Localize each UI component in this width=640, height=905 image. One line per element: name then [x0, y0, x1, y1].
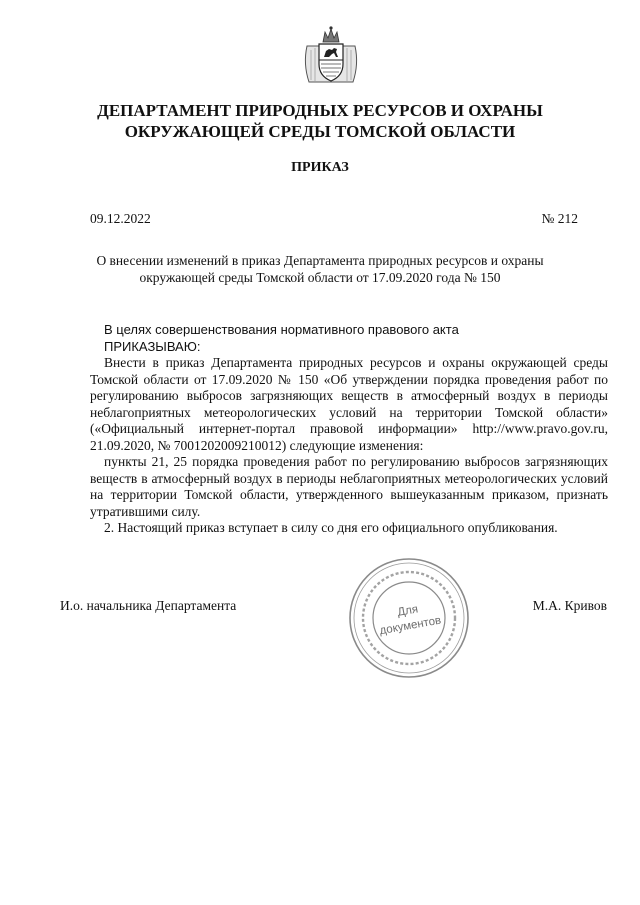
- order-subject-line-1: О внесении изменений в приказ Департамента природных ресурсов и охраны: [96, 253, 544, 268]
- order-subject: [60, 252, 580, 286]
- order-word: ПРИКАЗЫВАЮ:: [104, 338, 201, 354]
- stamp-center-line-2: документов: [378, 614, 443, 638]
- item-1-text: Внести в приказ Департамента природных ресурсов и охраны окружающей среды Томской области от 17.09.2020 № 150 «Об утверждении порядка проведения работ по регулированию выбросов загрязняющих веществ в атмосферный воздух в периоды неблагоприятных метеорологических условий на территории Томской области» («Официальный интернет-портал правовой информации» http://www.pravo.gov.ru, 21.09.2020, № 7001202009210012) следующие изменения:: [90, 355, 608, 453]
- order-subject-line-2: окружающей среды Томской области от 17.09.2020 года № 150: [139, 270, 501, 285]
- official-stamp: [348, 557, 470, 679]
- item-2-text: 2. Настоящий приказ вступает в силу со дня его официального опубликования.: [104, 520, 558, 535]
- document-type-title: ПРИКАЗ: [291, 160, 349, 175]
- order-number: № 212: [541, 211, 578, 226]
- department-name-line-1: ДЕПАРТАМЕНТ ПРИРОДНЫХ РЕСУРСОВ И ОХРАНЫ: [97, 101, 543, 120]
- signatory-position: И.о. начальника Департамента: [60, 598, 237, 613]
- order-date: 09.12.2022: [90, 211, 151, 226]
- stamp-center-line-1: Для: [396, 603, 420, 619]
- order-body: [90, 322, 608, 537]
- preamble-text: В целях совершенствования нормативного правового акта: [104, 322, 459, 337]
- item-1-change-text: пункты 21, 25 порядка проведения работ по регулированию выбросов загрязняющих веществ в атмосферный воздух в периоды неблагоприятных метеорологических условий на территории Томской области, утвержденного вышеуказанным приказом, признать утратившими силу.: [90, 454, 608, 519]
- department-name: [60, 100, 580, 142]
- department-name-line-2: ОКРУЖАЮЩЕЙ СРЕДЫ ТОМСКОЙ ОБЛАСТИ: [124, 122, 516, 141]
- coat-of-arms-emblem: [299, 24, 363, 88]
- signatory-name: М.А. Кривов: [532, 598, 607, 613]
